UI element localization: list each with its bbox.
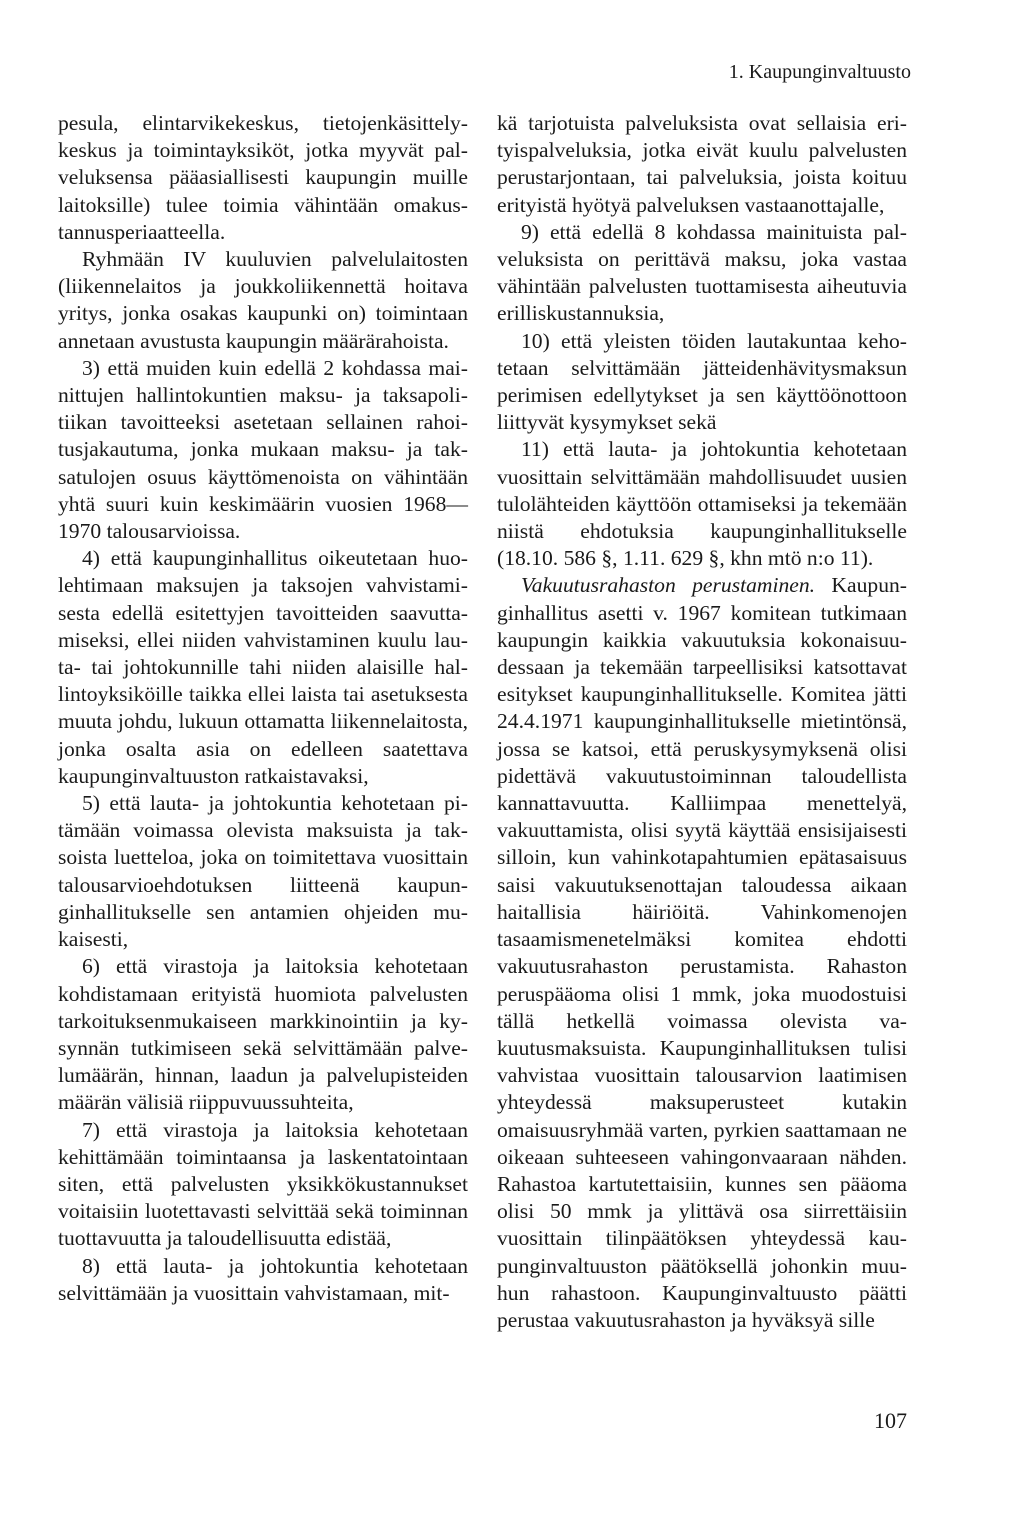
page-number: 107 [874, 1408, 907, 1433]
section-text: Kaupunginhallitus asetti v. 1967 komitean tutkimaan kaupungin kaikkia vakuutuksia kokonaisuudessaan ja tekemään tarpeellisiksi katsottavat esitykset kaupunginhallitukselle. Komitea jätti 24.4.1971 kaupunginhallitukselle mietintönsä, jossa se katsoi, että peruskysymyksenä olisi pidettävä vakuutustoiminnan taloudellista kannattavuutta. Kalliimpaa menettelyä, vakuuttamista, olisi syytä käyttää ensisijaisesti silloin, kun vahinkotapahtumien epätasaisuus saisi vakuutuksenottajan taloudessa aikaan haitallisia häiriöitä. Vahinkomenojen tasaamismenetelmäksi komitea ehdotti vakuutusrahaston perustamista. Rahaston peruspääoma olisi 1 mmk, joka muodostuisi tällä hetkellä voimassa olevista vakuutusmaksuista. Kaupunginhallituksen tulisi vahvistaa vuosittain talousarvion laatimisen yhteydessä maksuperusteet kutakin omaisuusryhmää varten, pyrkien saattamaan ne oikeaan suhteeseen vahingonvaaraan nähden. Rahastoa kartutettaisiin, kunnes sen pääoma olisi 50 mmk ja ylittävä osa siirrettäisiin vuosittain tilinpäätöksen yhteydessä kaupunginvaltuuston päätöksellä johonkin muuhun rahastoon. Kaupunginvaltuusto päätti perustaa vakuutusrahaston ja hyväksyä sille [497, 573, 907, 1332]
paragraph: 10) että yleisten töiden lautakuntaa kehotetaan selvittämään jätteidenhävitysmaksun perimisen edellytykset ja sen käyttöönottoon liittyvät kysymykset sekä [497, 328, 907, 435]
running-head: 1. Kaupunginvaltuusto [728, 61, 911, 83]
paragraph: 5) että lauta- ja johtokuntia kehotetaan pitämään voimassa olevista maksuista ja taksoista luetteloa, joka on toimitettava vuosittain talousarvioehdotuksen liitteenä kaupunginhallitukselle sen antamien ohjeiden mukaisesti, [58, 791, 468, 952]
paragraph: 4) että kaupunginhallitus oikeutetaan huolehtimaan maksujen ja taksojen vahvistamisesta edellä esitettyjen tavoitteiden saavuttamiseksi, ellei niiden vahvistaminen kuulu lauta- tai johtokunnille tahi niiden alaisille hallintoyksiköille taikka ellei laista tai asetuksesta muuta johdu, lukuun ottamatta liikennelaitosta, jonka osalta asia on edelleen saatettava kaupunginvaltuuston ratkaistavaksi, [58, 546, 468, 788]
paragraph [497, 572, 907, 1334]
paragraph: pesula, elintarvikekeskus, tietojenkäsittelykeskus ja toimintayksiköt, jotka myyvät palveluksensa pääasiallisesti kaupungin muille laitoksille) tulee toimia vähintään omakustannusperiaatteella. [58, 111, 468, 244]
section-lead: Vakuutusrahaston perustaminen. [521, 573, 816, 598]
paragraph: 8) että lauta- ja johtokuntia kehotetaan selvittämään ja vuosittain vahvistamaan, mit- [58, 1253, 468, 1305]
left-column [58, 110, 468, 1307]
paragraph: 7) että virastoja ja laitoksia kehotetaan kehittämään toimintaansa ja laskentatointaan siten, että palvelusten yksikkökustannukset voitaisiin luotettavasti selvittää sekä toiminnan tuottavuutta ja taloudellisuutta edistää, [58, 1117, 468, 1251]
paragraph: 6) että virastoja ja laitoksia kehotetaan kohdistamaan erityistä huomiota palvelusten tarkoituksenmukaiseen markkinointiin ja kysynnän tutkimiseen sekä selvittämään palvelumäärän, hinnan, laadun ja palvelupisteiden määrän välisiä riippuvuussuhteita, [58, 954, 468, 1115]
right-column [497, 110, 907, 1334]
paragraph: 3) että muiden kuin edellä 2 kohdassa mainittujen hallintokuntien maksu- ja taksapolitiikan tavoitteeksi asetetaan sellainen rahoitusjakautuma, jonka mukaan maksu- ja taksatulojen osuus käyttömenoista on vähintään yhtä suuri kuin keskimäärin vuosien 1968—1970 talousarvioissa. [58, 355, 468, 544]
paragraph: Ryhmään IV kuuluvien palvelulaitosten (liikennelaitos ja joukkoliikennettä hoitava yritys, jonka osakas kaupunki on) toimintaan annetaan avustusta kaupungin määrärahoista. [58, 247, 468, 353]
paragraph: 11) että lauta- ja johtokuntia kehotetaan vuosittain selvittämään mahdollisuudet uusien tulolähteiden käyttöön ottamiseksi ja tekemään niistä ehdotuksia kaupunginhallitukselle (18.10. 586 §, 1.11. 629 §, khn mtö n:o 11). [497, 437, 907, 571]
paragraph: kä tarjotuista palveluksista ovat sellaisia erityispalveluksia, jotka eivät kuulu palvelusten perustarjontaan, tai palveluksia, joista koituu erityistä hyötyä palveluksen vastaanottajalle, [497, 111, 907, 217]
paragraph: 9) että edellä 8 kohdassa mainituista palveluksista on perittävä maksu, joka vastaa vähintään palvelusten tuottamisesta aiheutuvia erilliskustannuksia, [497, 219, 907, 326]
